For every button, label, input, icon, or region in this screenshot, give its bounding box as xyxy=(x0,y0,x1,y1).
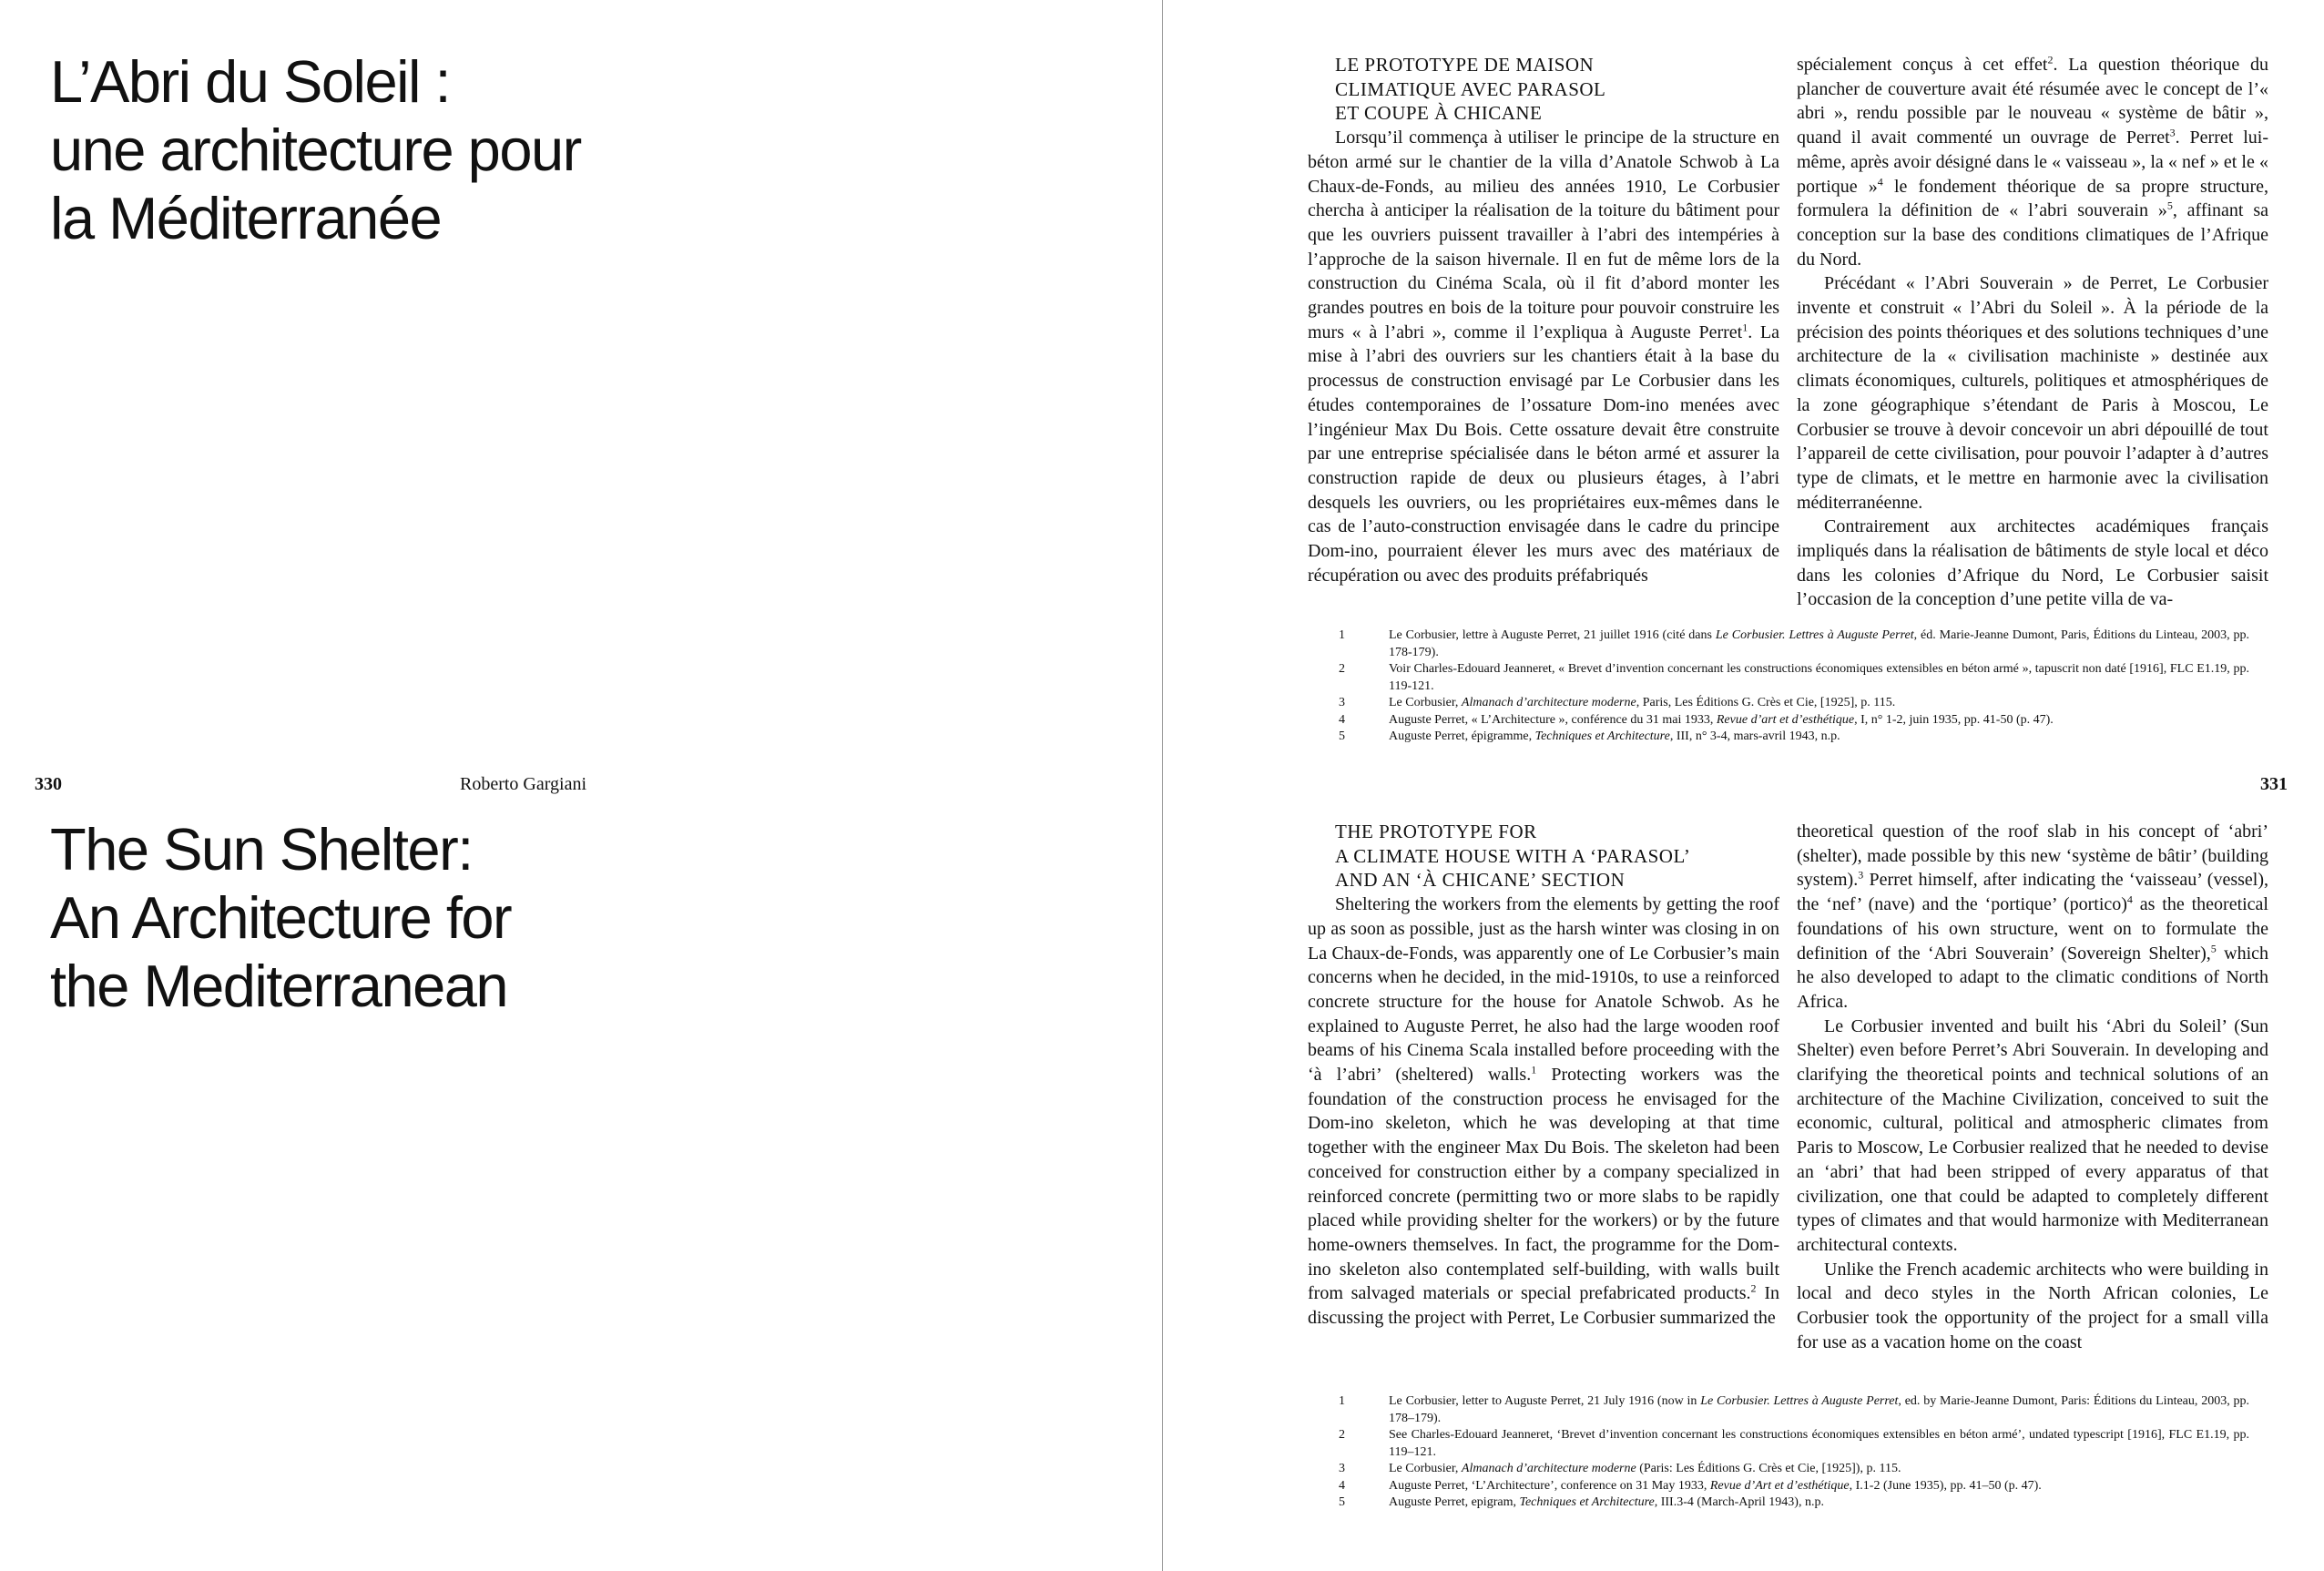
title-english: The Sun Shelter: An Architecture for the Mediterranean xyxy=(50,816,512,1019)
footnote-ref: 2 xyxy=(2047,53,2054,66)
footnote: 5 Auguste Perret, epigram, Techniques et Architecture, III.3-4 (March-April 1943), n.p. xyxy=(1339,1495,1824,1509)
french-paragraph: Contrairement aux architectes académiques français impliqués dans la réalisation de bâtiments de style local et déco dans les colonies d’Afrique du Nord, Le Corbusier saisit l’occasion de la conception d’une petite villa de va- xyxy=(1797,516,2268,610)
french-paragraph: Précédant « l’Abri Souverain » de Perret, Le Corbusier invente et construit « l’Abri du Soleil ». À la période de la précision des points théoriques et des solutions techniques d’une architecture de la « civilisation machiniste » destinée aux climats économiques, culturels, politiques et atmosphériques de la zone géographique s’étendant de Paris à Moscou, Le Corbusier se trouve à devoir concevoir un abri dépouillé de tout l’appareil de cette civilisation, pour pouvoir l’adapter à d’autres type de climats, et le mettre en harmonie avec la civilisation méditerranéenne. xyxy=(1797,273,2268,513)
english-paragraph: theoretical question of the roof slab in his concept of ‘abri’ (shelter), made possible by this new ‘système de bâtir’ (building system).$^3$ Perret himself, after indicating the ‘vaisseau’ (vessel), the ‘nef’ (nave) and the ‘portique’ (portico)$^4$ as the theoretical foundations of his own structure, went on to formulate the definition of the ‘Abri Souverain’ (Sovereign Shelter),$^5$ which he also developed to adapt to the climatic conditions of North Africa. xyxy=(1797,821,2268,1012)
page-number-left: 330 xyxy=(35,774,62,794)
footnote: 4 Auguste Perret, « L’Architecture », conférence du 31 mai 1933, Revue d’art et d’esthétique, I, n° 1-2, juin 1935, pp. 41-50 (p. 47). xyxy=(1339,712,2054,727)
footnote: 5 Auguste Perret, épigramme, Techniques et Architecture, III, n° 3-4, mars-avril 1943, n.p. xyxy=(1339,729,1840,743)
footnote: 3 Le Corbusier, Almanach d’architecture moderne, Paris, Les Éditions G. Crès et Cie, [1925], p. 115. xyxy=(1339,696,1896,709)
footnote-ref: 4 xyxy=(2126,893,2133,906)
french-paragraph: spécialement conçus à cet effet$^2$. La question théorique du plancher de couverture avait été résumée avec le concept de l’« abri », rendu possible par le nouveau « système de bâtir », quand il avait commenté un ouvrage de Perret$^3$. Perret lui-même, après avoir désigné dans le « vaisseau », la « nef » et le « portique »$^4$ le fondement théorique de sa propre structure, formulera la définition de « l’abri souverain »$^5$, affinant sa conception sur la base des conditions climatiques de l’Afrique du Nord. xyxy=(1797,53,2268,270)
footnote-ref: 2 xyxy=(1750,1281,1757,1295)
english-paragraph: Sheltering the workers from the elements by getting the roof up as soon as possible, just as the harsh winter was closing in on La Chaux-de-Fonds, was apparently one of Le Corbusier’s main concerns when he decided, in the mid-1910s, to use a reinforced concrete structure for the house for Anatole Schwob. As he explained to Auguste Perret, he also had the large wooden roof beams of his Cinema Scala installed before proceeding with the ‘à l’abri’ (sheltered) walls.$^1$ Protecting workers was the foundation of the construction process he envisaged for the Dom-ino skeleton, which he was developing at that time together with the engineer Max Du Bois. The skeleton had been conceived for construction either by a company specialized in reinforced concrete (permitting two or more slabs to be rapidly placed while providing shelter for the workers) or by the future home-owners themselves. In fact, the programme for the Dom-ino skeleton also contemplated self-building, with walls built from salvaged materials or special prefabricated products.$^2$ In discussing the project with Perret, Le Corbusier summarized the xyxy=(1308,894,1779,1329)
english-text-column-1 xyxy=(1308,820,1779,1389)
footnote-ref: 3 xyxy=(2169,126,2176,139)
french-footnotes xyxy=(1339,627,2249,746)
footnote-ref: 1 xyxy=(1531,1063,1537,1076)
footnote-ref: 5 xyxy=(2166,199,2173,212)
page-gutter xyxy=(1162,0,1163,1571)
footnote-ref: 5 xyxy=(2210,941,2217,954)
english-footnotes xyxy=(1339,1393,2249,1512)
footnote-ref: 3 xyxy=(1858,868,1864,882)
english-text-column-2 xyxy=(1797,820,2268,1389)
footnote-ref: 4 xyxy=(1877,174,1883,188)
french-text-column-2 xyxy=(1797,53,2268,622)
footnote: 2 Voir Charles-Edouard Jeanneret, « Brevet d’invention concernant les constructions économiques extensibles en béton armé », tapuscrit non daté [1916], FLC E1.19, pp. 119-121. xyxy=(1339,662,2249,693)
french-text-column-1 xyxy=(1308,53,1779,622)
footnote-ref: 1 xyxy=(1742,321,1748,334)
english-paragraph: Le Corbusier invented and built his ‘Abri du Soleil’ (Sun Shelter) even before Perret’s Abri Souverain. In developing and clarifying the theoretical points and technical solutions of an architecture of the Machine Civilization, conceived to suit the economic, cultural, political and atmospheric climates from Paris to Moscow, Le Corbusier realized that he needed to devise an ‘abri’ that had been stripped of every apparatus of that civilization, one that could be adapted to completely different types of climates and that would harmonize with Mediterranean architectural contexts. xyxy=(1797,1015,2268,1255)
footnote: 1 Le Corbusier, lettre à Auguste Perret, 21 juillet 1916 (cité dans Le Corbusier. Lettres à Auguste Perret, éd. Marie-Jeanne Dumont, Paris, Éditions du Linteau, 2003, pp. 178-179). xyxy=(1339,628,2250,659)
title-french: L’Abri du Soleil : une architecture pour la Méditerranée xyxy=(50,48,581,251)
french-section-heading: LE PROTOTYPE DE MAISON CLIMATIQUE AVEC PARASOL ET COUPE À CHICANE xyxy=(1335,54,1606,125)
footnote: 4 Auguste Perret, ‘L’Architecture’, conference on 31 May 1933, Revue d’Art et d’esthétique, I.1-2 (June 1935), pp. 41–50 (p. 47). xyxy=(1339,1478,2042,1493)
footnote: 3 Le Corbusier, Almanach d’architecture moderne (Paris: Les Éditions G. Crès et Cie, [1925]), p. 115. xyxy=(1339,1462,1901,1475)
page-number-right: 331 xyxy=(2260,774,2288,794)
french-paragraph: Lorsqu’il commença à utiliser le principe de la structure en béton armé sur le chantier de la villa d’Anatole Schwob à La Chaux-de-Fonds, au milieu des années 1910, Le Corbusier chercha à anticiper la réalisation de la toiture du bâtiment pour que les ouvriers puissent travailler à l’abri des intempéries à l’approche de la saison hivernale. Il en fut de même lors de la construction du Cinéma Scala, où il fit d’abord monter les grandes poutres en bois de la toiture pour pouvoir construire les murs « à l’abri », comme il l’expliqua à Auguste Perret$^1$. La mise à l’abri des ouvriers sur les chantiers était à la base du processus de construction envisagé par Le Corbusier dans les études contemporaines de l’ossature Dom-ino menées avec l’ingénieur Max Du Bois. Cette ossature devait être construite par une entreprise spécialisée dans le béton armé et assurer la construction rapide de deux ou plusieurs étages, à l’abri desquels les ouvriers, ou les propriétaires eux-mêmes dans le cas de l’auto-construction envisagée dans le cadre du principe Dom-ino, pourraient élever les murs avec des matériaux de récupération ou avec des produits préfabriqués xyxy=(1308,128,1779,586)
footnote: 2 See Charles-Edouard Jeanneret, ‘Brevet d’invention concernant les constructions économiques extensibles en béton armé’, undated typescript [1916], FLC E1.19, pp. 119–121. xyxy=(1339,1428,2249,1459)
english-section-heading: THE PROTOTYPE FOR A CLIMATE HOUSE WITH A ‘PARASOL’ AND AN ‘À CHICANE’ SECTION xyxy=(1335,821,1691,892)
footnote: 1 Le Corbusier, letter to Auguste Perret, 21 July 1916 (now in Le Corbusier. Lettres à Auguste Perret, ed. by Marie-Jeanne Dumont, Paris: Éditions du Linteau, 2003, pp. 178–179). xyxy=(1339,1394,2249,1425)
running-author: Roberto Gargiani xyxy=(460,774,587,794)
english-paragraph: Unlike the French academic architects who were building in local and deco styles in the North African colonies, Le Corbusier took the opportunity of the project for a small villa for use as a vacation home on the coast xyxy=(1797,1259,2268,1352)
